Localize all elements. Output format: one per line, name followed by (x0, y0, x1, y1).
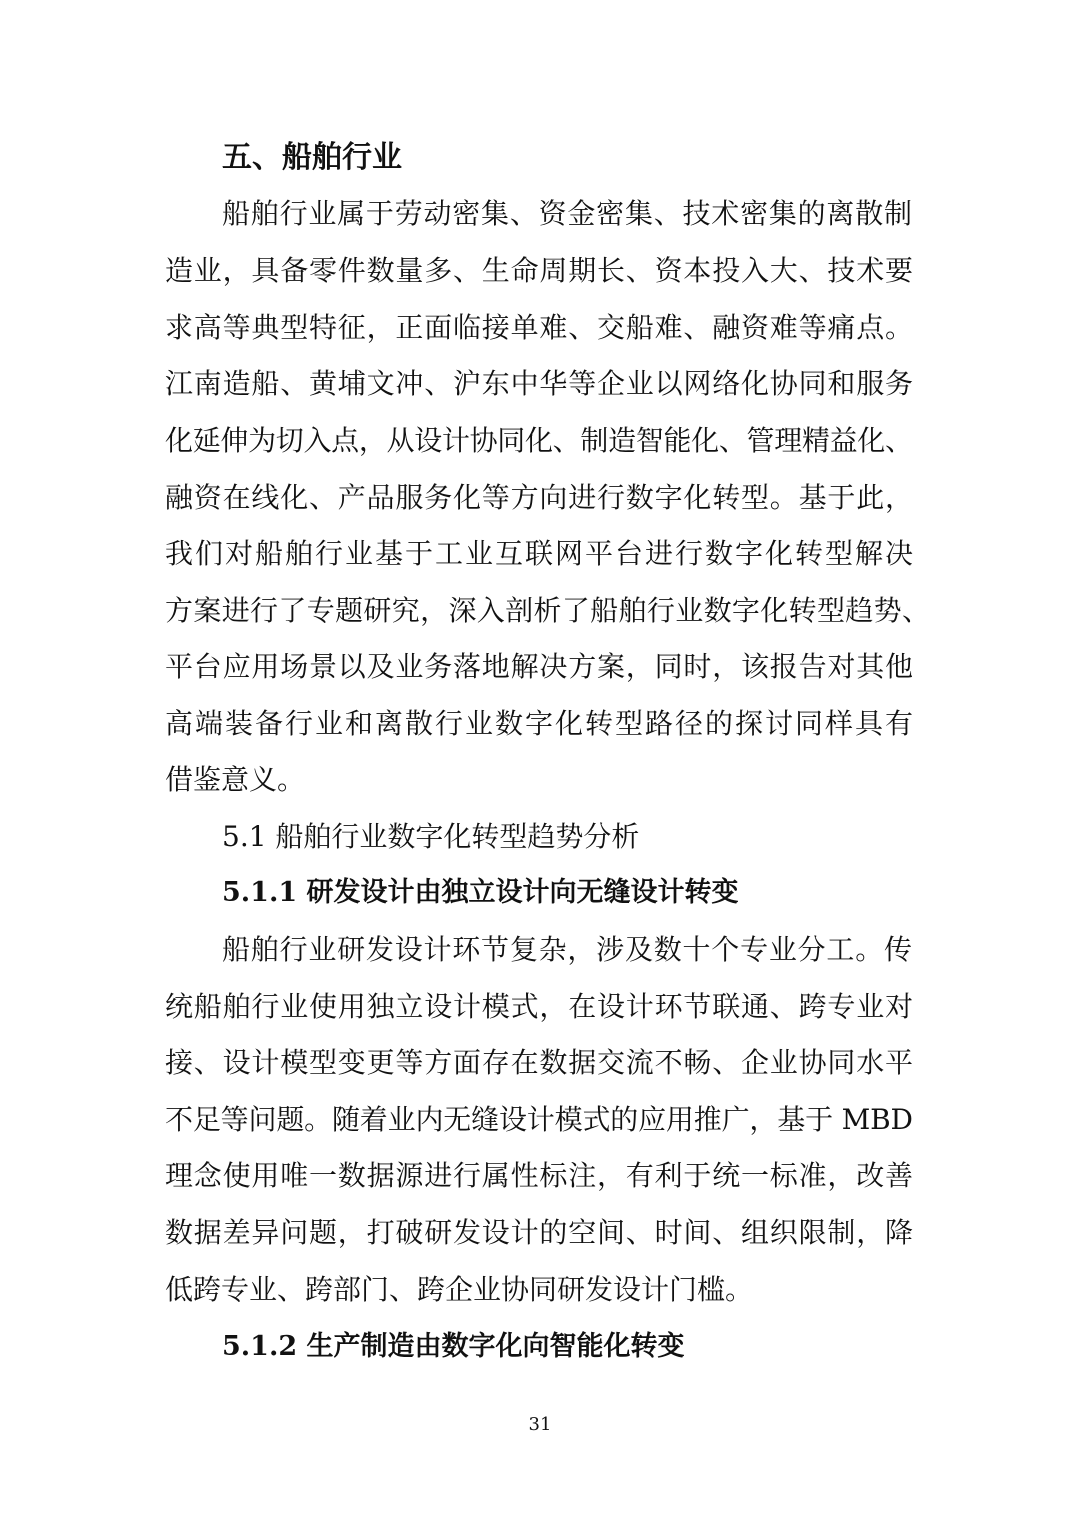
intro-line-10: 高端装备行业和离散行业数字化转型路径的探讨同样具有 (165, 707, 915, 740)
intro-line-8: 方案进行了专题研究，深入剖析了船舶行业数字化转型趋势、 (165, 594, 931, 627)
para-5-1-1-line-1: 船舶行业研发设计环节复杂，涉及数十个专业分工。传 (222, 933, 913, 966)
para-5-1-1-line-7: 低跨专业、跨部门、跨企业协同研发设计门槛。 (165, 1273, 754, 1306)
para-5-1-1-line-2: 统船舶行业使用独立设计模式，在设计环节联通、跨专业对 (165, 990, 914, 1023)
intro-line-7: 我们对船舶行业基于工业互联网平台进行数字化转型解决 (165, 537, 915, 570)
para-5-1-1-line-6: 数据差异问题，打破研发设计的空间、时间、组织限制，降 (165, 1216, 914, 1249)
intro-line-6: 融资在线化、产品服务化等方向进行数字化转型。基于此， (165, 481, 914, 514)
section-title: 五、船舶行业 (222, 140, 402, 175)
page-number: 31 (528, 1414, 552, 1435)
intro-line-2: 造业，具备零件数量多、生命周期长、资本投入大、技术要 (165, 254, 914, 287)
subsection-5-1-1-heading: 5.1.1 研发设计由独立设计向无缝设计转变 (222, 877, 739, 908)
intro-line-3: 求高等典型特征，正面临接单难、交船难、融资难等痛点。 (165, 311, 914, 344)
intro-line-11: 借鉴意义。 (165, 763, 306, 796)
intro-line-5: 化延伸为切入点，从设计协同化、制造智能化、管理精益化、 (165, 424, 913, 457)
subsection-5-1-heading: 5.1 船舶行业数字化转型趋势分析 (222, 820, 640, 853)
intro-line-4: 江南造船、黄埔文冲、沪东中华等企业以网络化协同和服务 (165, 367, 914, 400)
subsection-5-1-2-heading: 5.1.2 生产制造由数字化向智能化转变 (222, 1331, 685, 1362)
para-5-1-1-line-4: 不足等问题。随着业内无缝设计模式的应用推广，基于 MBD (165, 1103, 913, 1136)
para-5-1-1-line-5: 理念使用唯一数据源进行属性标注，有利于统一标准，改善 (165, 1159, 914, 1192)
intro-line-1: 船舶行业属于劳动密集、资金密集、技术密集的离散制 (222, 197, 913, 230)
para-5-1-1-line-3: 接、设计模型变更等方面存在数据交流不畅、企业协同水平 (165, 1046, 914, 1079)
intro-line-9: 平台应用场景以及业务落地解决方案，同时，该报告对其他 (165, 650, 914, 683)
